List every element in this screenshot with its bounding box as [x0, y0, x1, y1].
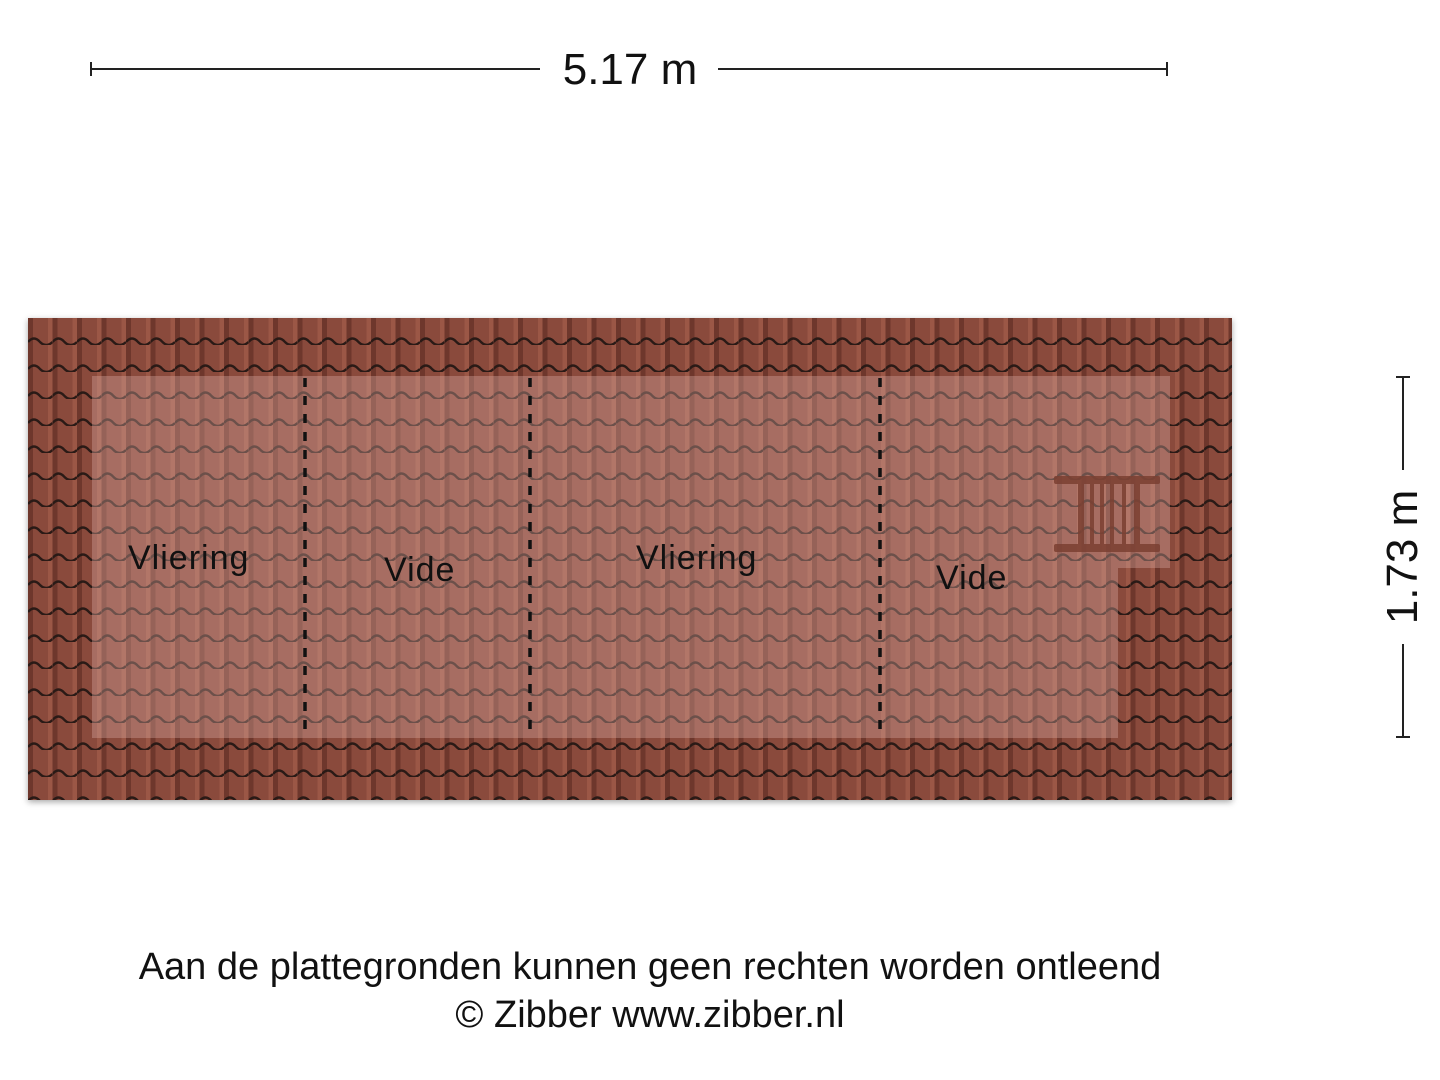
- room-label-vide-2: Vide: [936, 559, 1008, 597]
- height-dimension-line-bottom: [1402, 644, 1404, 738]
- height-dimension-label: 1.73 m: [1378, 489, 1427, 625]
- room-label-vliering-1: Vliering: [128, 539, 250, 577]
- disclaimer-text: Aan de plattegronden kunnen geen rechten worden ontleend: [138, 946, 1162, 988]
- height-dimension-line-top: [1402, 376, 1404, 470]
- height-dimension-tick-bottom: [1396, 736, 1410, 738]
- width-dimension-line-right: [718, 68, 1168, 70]
- copyright-text: © Zibber www.zibber.nl: [455, 994, 845, 1036]
- width-dimension-line-left: [90, 68, 540, 70]
- room-label-vliering-2: Vliering: [636, 539, 758, 577]
- room-label-vide-1: Vide: [384, 551, 456, 589]
- floor-area: [92, 376, 1170, 738]
- width-dimension-tick-right: [1166, 62, 1168, 76]
- attic-floor-plan: [28, 318, 1232, 800]
- width-dimension-label: 5.17 m: [562, 45, 698, 94]
